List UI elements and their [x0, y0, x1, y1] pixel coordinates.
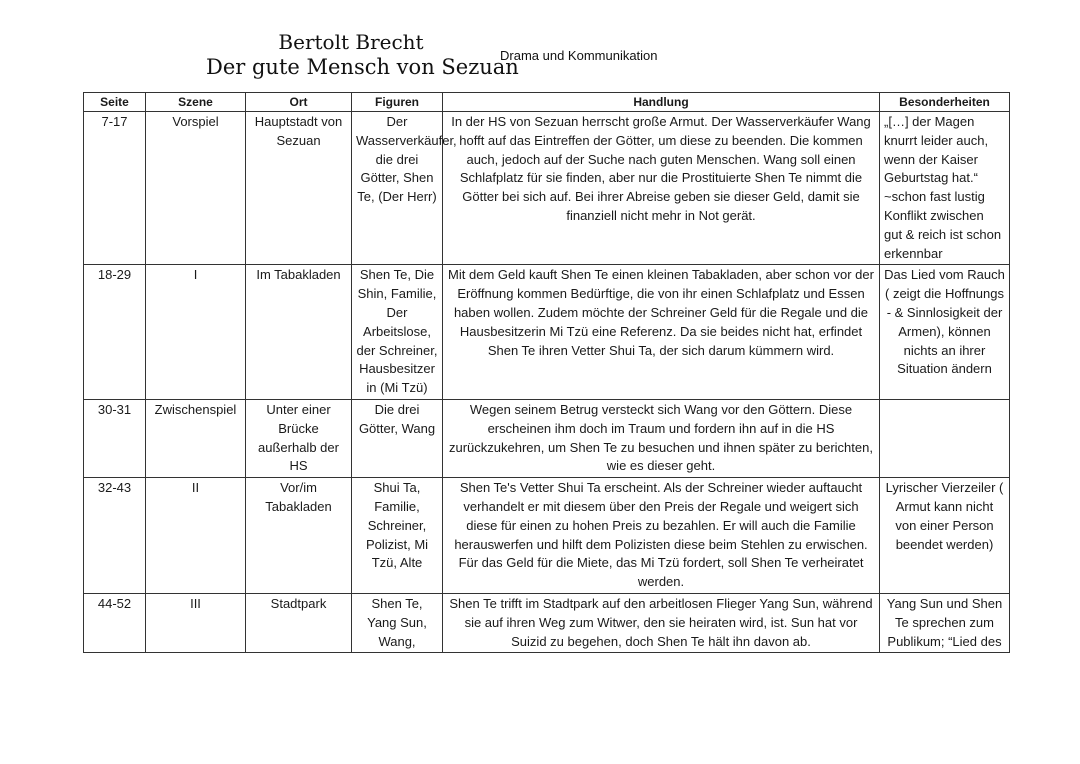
cell-seite: 32-43 — [84, 478, 146, 594]
cell-besonderheiten — [880, 399, 1010, 477]
cell-figuren: Der Wasserverkäufer, die drei Götter, Shen Te, (Der Herr) — [352, 112, 443, 265]
cell-handlung: Shen Te trifft im Stadtpark auf den arbeitlosen Flieger Yang Sun, während sie auf ihren Weg zum Witwer, den sie heiraten wird, ist. Sun hat vor Suizid zu begehen, doch Shen Te hält ihn davon ab. — [443, 593, 880, 652]
cell-handlung: Shen Te's Vetter Shui Ta erscheint. Als der Schreiner wieder auftaucht verhandelt er mit diesem über den Preis der Regale und weigert sich diese für einen zu hohen Preis zu bezahlen. Er will auch die Familie herauswerfen und hilft dem Polizisten diese beim Stehlen zu erwischen. Für das Geld für die Miete, das Mi Tzü fordert, soll Shen Te verheiratet werden. — [443, 478, 880, 594]
cell-besonderheiten: „[…] der Magen knurrt leider auch, wenn der Kaiser Geburtstag hat.“ ~schon fast lustig Konflikt zwischen gut & reich ist schon erkennbar — [880, 112, 1010, 265]
cell-szene: Zwischenspiel — [146, 399, 246, 477]
cell-szene: Vorspiel — [146, 112, 246, 265]
cell-szene: I — [146, 265, 246, 400]
column-header-szene: Szene — [146, 93, 246, 112]
scene-overview-table — [83, 92, 1010, 653]
play-title: Der gute Mensch von Sezuan — [206, 55, 519, 79]
cell-handlung: Wegen seinem Betrug versteckt sich Wang vor den Göttern. Diese erscheinen ihm doch im Traum und fordern ihn auf in die HS zurückzukehren, um Shen Te zu besuchen und ihnen später zu berichten, wie es dieser geht. — [443, 399, 880, 477]
table-row — [84, 593, 1010, 652]
cell-szene: II — [146, 478, 246, 594]
table-row — [84, 399, 1010, 477]
column-header-seite: Seite — [84, 93, 146, 112]
cell-ort: Im Tabakladen — [246, 265, 352, 400]
column-header-figuren: Figuren — [352, 93, 443, 112]
table-row — [84, 478, 1010, 594]
cell-ort: Hauptstadt von Sezuan — [246, 112, 352, 265]
cell-besonderheiten: Das Lied vom Rauch ( zeigt die Hoffnungs - & Sinnlosigkeit der Armen), können nichts an ihrer Situation ändern — [880, 265, 1010, 400]
table-header-row — [84, 93, 1010, 112]
cell-handlung: In der HS von Sezuan herrscht große Armut. Der Wasserverkäufer Wang hofft auf das Eintreffen der Götter, um diese zu beenden. Die kommen auch, jedoch auf der Suche nach guten Menschen. Wang soll einen Schlafplatz für sie finden, aber nur die Prostituierte Shen Te nimmt die Götter bei sich auf. Bei ihrer Abreise geben sie dieser Geld, damit sie finanziell nicht mehr in Not gerät. — [443, 112, 880, 265]
cell-figuren: Shen Te, Yang Sun, Wang, — [352, 593, 443, 652]
cell-ort: Vor/im Tabakladen — [246, 478, 352, 594]
document-title — [206, 30, 519, 80]
cell-besonderheiten: Lyrischer Vierzeiler ( Armut kann nicht von einer Person beendet werden) — [880, 478, 1010, 594]
cell-handlung: Mit dem Geld kauft Shen Te einen kleinen Tabakladen, aber schon vor der Eröffnung kommen Bedürftige, die von ihr einen Schlafplatz und Essen haben wollen. Zudem möchte der Schreiner Geld für die Regale und die Hausbesitzerin Mi Tzü eine Referenz. Da sie beides nicht hat, erfindet Shen Te ihren Vetter Shui Ta, der sich darum kümmern wird. — [443, 265, 880, 400]
author-name: Bertolt Brecht — [278, 30, 424, 54]
cell-figuren: Shui Ta, Familie, Schreiner, Polizist, Mi Tzü, Alte — [352, 478, 443, 594]
cell-ort: Unter einer Brücke außerhalb der HS — [246, 399, 352, 477]
cell-seite: 7-17 — [84, 112, 146, 265]
cell-figuren: Shen Te, Die Shin, Familie, Der Arbeitslose, der Schreiner, Hausbesitzer in (Mi Tzü) — [352, 265, 443, 400]
cell-seite: 30-31 — [84, 399, 146, 477]
cell-szene: III — [146, 593, 246, 652]
cell-seite: 44-52 — [84, 593, 146, 652]
table-row — [84, 265, 1010, 400]
cell-figuren: Die drei Götter, Wang — [352, 399, 443, 477]
cell-besonderheiten: Yang Sun und Shen Te sprechen zum Publikum; “Lied des — [880, 593, 1010, 652]
cell-seite: 18-29 — [84, 265, 146, 400]
cell-ort: Stadtpark — [246, 593, 352, 652]
column-header-ort: Ort — [246, 93, 352, 112]
document-subtitle: Drama und Kommunikation — [500, 48, 658, 63]
column-header-besonderheiten: Besonderheiten — [880, 93, 1010, 112]
column-header-handlung: Handlung — [443, 93, 880, 112]
table-row — [84, 112, 1010, 265]
